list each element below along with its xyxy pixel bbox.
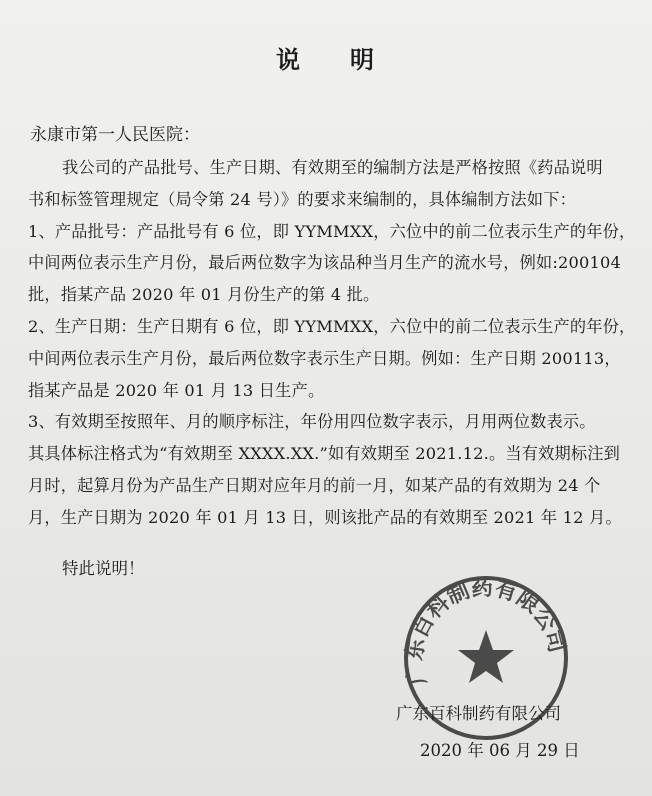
closing-remark: 特此说明！ — [62, 559, 145, 578]
body-line: 3、有效期至按照年、月的顺序标注，年份用四位数字表示，月用两位数表示。 — [28, 412, 596, 432]
body-line: 其具体标注格式为“有效期至 XXXX.XX.”如有效期至 2021.12.。当有效期标注到 — [28, 444, 621, 464]
title-char-2: 明 — [350, 45, 376, 74]
star-icon — [458, 630, 514, 683]
document-title — [0, 40, 652, 75]
body-line: 1、产品批号：产品批号有 6 位，即 YYMMXX，六位中的前二位表示生产的年份， — [28, 221, 636, 241]
title-char-1: 说 — [276, 45, 302, 74]
body-line: 月，生产日期为 2020 年 01 月 13 日，则该批产品的有效期至 2021 年 12 月。 — [28, 507, 622, 527]
document-body — [28, 152, 636, 534]
body-line: 书和标签管理规定（局令第 24 号）》的要求来编制的，具体编制方法如下： — [28, 189, 576, 209]
body-line: 我公司的产品批号、生产日期、有效期至的编制方法是严格按照《药品说明 — [62, 158, 603, 177]
body-line: 批，指某产品 2020 年 01 月份生产的第 4 批。 — [28, 285, 380, 305]
signature-date: 2020 年 06 月 29 日 — [420, 741, 580, 760]
body-line: 中间两位表示生产月份，最后两位数字为该品种当月生产的流水号，例如:200104 — [28, 253, 622, 273]
body-line: 2、生产日期：生产日期有 6 位，即 YYMMXX，六位中的前二位表示生产的年份， — [28, 316, 636, 336]
signature-company: 广东百科制药有限公司 — [396, 704, 561, 723]
seal-text: 广东百科制药有限公司 — [401, 574, 571, 688]
body-line: 中间两位表示生产月份，最后两位数字表示生产日期。例如：生产日期 200113， — [28, 348, 621, 368]
body-line: 指某产品是 2020 年 01 月 13 日生产。 — [28, 380, 325, 400]
body-line: 月时，起算月份为产品生产日期对应年月的前一月，如某产品的有效期为 24 个 — [28, 475, 601, 495]
addressee: 永康市第一人民医院： — [30, 125, 200, 145]
